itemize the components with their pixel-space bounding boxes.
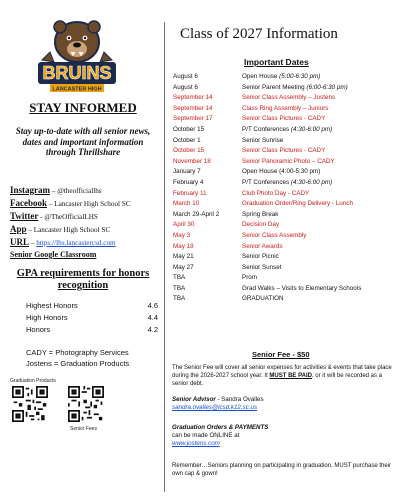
date-row [173, 157, 396, 168]
event-name: Grad Walks – Visits to Elementary Schools [242, 284, 362, 292]
date-label: September 14 [173, 104, 213, 112]
gpa-row: Honors 4.2 [26, 325, 158, 334]
qr-graduation-caption: Graduation Products [10, 378, 56, 384]
senior-advisor: Senior Advisor - Sandra Ovalles sandra.ovalles@lcsd.k12.sc.us [172, 396, 264, 411]
date-label: March 29-April 2 [173, 210, 220, 218]
event-name: Senior Class Pictures - CADY [242, 115, 326, 123]
date-row [173, 178, 396, 189]
gpa-heading: GPA requirements for honors recognition [16, 268, 150, 291]
date-label: February 11 [173, 189, 207, 197]
event-label [242, 294, 284, 305]
event-name: Prom [242, 274, 258, 282]
gpa-row: Highest Honors 4.6 [26, 301, 158, 310]
event-label [242, 178, 332, 189]
event-name: Senior Picnic [242, 253, 279, 261]
event-label [242, 220, 279, 231]
vendor-legend [26, 347, 129, 369]
event-label [242, 146, 325, 157]
date-label: October 15 [173, 147, 205, 155]
social-instagram[interactable]: Instagram – @theofficiallhs [10, 185, 102, 195]
date-label: TBA [173, 274, 186, 282]
event-label [242, 167, 320, 178]
event-name: Open House [242, 73, 280, 80]
date-row [173, 220, 396, 231]
bruins-logo [36, 18, 118, 94]
event-name: Class Ring Assembly – Juniors [242, 104, 329, 112]
date-row [173, 284, 396, 295]
date-label: February 4 [173, 178, 204, 186]
svg-text:BRUINS: BRUINS [42, 63, 112, 83]
social-url[interactable]: URL – https://lhs.lancastercsd.com [10, 237, 116, 247]
event-label [242, 231, 306, 242]
date-label: TBA [173, 295, 186, 303]
qr-fees-caption: Senior Fees [70, 426, 97, 432]
event-label [242, 72, 320, 83]
date-label: August 6 [173, 73, 198, 80]
event-name: Club Photo Day - CADY [242, 189, 310, 197]
graduation-products-qr-code[interactable] [12, 386, 48, 422]
event-name: Senior Class Assembly [242, 231, 307, 239]
right-column [170, 0, 396, 496]
event-label [242, 104, 328, 115]
date-row [173, 72, 396, 83]
senior-fees-qr-code[interactable] [68, 386, 104, 422]
event-time-note: (4:30-6:00 pm) [290, 178, 333, 186]
date-label: August 6 [173, 83, 198, 91]
event-name: Senior Sunset [242, 263, 282, 271]
event-name: GRADUATION [242, 295, 284, 303]
svg-text:LANCASTER HIGH: LANCASTER HIGH [52, 86, 102, 93]
date-row [173, 263, 396, 274]
event-name: P/T Conferences [242, 178, 291, 186]
date-label: September 17 [173, 115, 213, 123]
event-time-note: (5:00-6:30 pm) [279, 73, 321, 80]
event-label [242, 157, 335, 168]
graduation-orders: Graduation Orders & PAYMENTS can be made ONLINE at www.jostens.com [172, 424, 269, 447]
school-url-link[interactable]: https://lhs.lancastercsd.com [36, 239, 116, 247]
social-twitter[interactable]: Twitter - @TheOfficialLHS [10, 211, 98, 221]
important-dates-list [173, 72, 396, 305]
date-label: October 1 [173, 136, 201, 144]
date-row [173, 104, 396, 115]
date-row [173, 273, 396, 284]
date-row [173, 210, 396, 221]
date-label: October 15 [173, 125, 205, 133]
event-name: Decision Day [242, 221, 280, 229]
date-label: March 10 [173, 200, 200, 208]
event-label [242, 263, 282, 274]
date-label: TBA [173, 284, 186, 292]
important-dates-heading: Important Dates [244, 57, 309, 67]
event-name: P/T Conferences [242, 125, 291, 133]
date-row [173, 125, 396, 136]
event-name: Senior Panoramic Photo – CADY [242, 157, 335, 165]
senior-fee-description: The Senior Fee will cover all senior expenses for activities & events that take place during the 2026-2027 school year. It MUST BE PAID, or it will be recorded as a senior debt. [172, 365, 392, 387]
jostens-link[interactable]: www.jostens.com [172, 440, 220, 447]
event-label [242, 210, 278, 221]
date-label: November 18 [173, 157, 211, 165]
event-name: Senior Class Assembly – Jostens [242, 94, 336, 102]
event-name: Senior Parent Meeting [242, 83, 307, 91]
google-classroom-link[interactable]: Senior Google Classroom [10, 250, 97, 259]
event-name: Spring Break [242, 210, 279, 218]
gpa-row: High Honors 4.4 [26, 313, 158, 322]
event-label [242, 125, 332, 136]
event-label [242, 199, 353, 210]
date-label: May 21 [173, 253, 194, 261]
date-label: April 30 [173, 221, 195, 229]
date-label: May 27 [173, 263, 194, 271]
date-row [173, 199, 396, 210]
event-name: Senior Class Pictures - CADY [242, 147, 326, 155]
page-title: Class of 2027 Information [180, 26, 338, 42]
date-row [173, 189, 396, 200]
date-label: January 7 [173, 168, 201, 176]
social-links [10, 184, 160, 261]
date-row [173, 252, 396, 263]
gpa-table [26, 300, 158, 336]
date-label: May 18 [173, 242, 194, 250]
advisor-email-link[interactable]: sandra.ovalles@lcsd.k12.sc.us [172, 404, 258, 411]
event-label [242, 136, 283, 147]
date-label: September 14 [173, 94, 213, 102]
date-row [173, 114, 396, 125]
social-app[interactable]: App – Lancaster High School SC [10, 224, 111, 234]
event-label [242, 242, 283, 253]
event-time-note: (4:30-6:00 pm) [290, 125, 333, 133]
date-row [173, 231, 396, 242]
event-label [242, 189, 309, 200]
date-row [173, 136, 396, 147]
event-name: Open House (4:00-5:30 pm) [242, 168, 321, 176]
date-row [173, 93, 396, 104]
stay-informed-heading: STAY INFORMED [29, 100, 137, 115]
jostens-legend: Jostens = Graduation Products [26, 359, 130, 368]
event-label [242, 252, 279, 263]
date-label: May 3 [173, 231, 191, 239]
senior-fee-heading: Senior Fee - $50 [252, 350, 310, 359]
event-label [242, 93, 335, 104]
event-label [242, 114, 325, 125]
cady-legend: CADY = Photography Services [26, 348, 129, 357]
left-column [8, 0, 158, 496]
date-row [173, 167, 396, 178]
date-row [173, 146, 396, 157]
event-time-note: (6:00-6:30 pm) [306, 83, 348, 91]
column-divider [164, 22, 165, 492]
date-row [173, 242, 396, 253]
cap-gown-reminder: Remember…Seniors planning on participating in graduation, MUST purchase their own cap & gown! [172, 463, 392, 477]
event-label [242, 273, 257, 284]
event-label [242, 83, 348, 94]
event-name: Senior Awards [242, 242, 283, 250]
stay-informed-description: Stay up-to-date with all senior news, dates and important information through Thrillshare [15, 126, 151, 157]
event-name: Senior Sunrise [242, 136, 284, 144]
date-row [173, 294, 396, 305]
event-label [242, 284, 361, 295]
event-name: Graduation Order/Ring Delivery - Lunch [242, 200, 353, 208]
social-facebook[interactable]: Facebook – Lancaster High School SC [10, 198, 131, 208]
date-row [173, 83, 396, 94]
